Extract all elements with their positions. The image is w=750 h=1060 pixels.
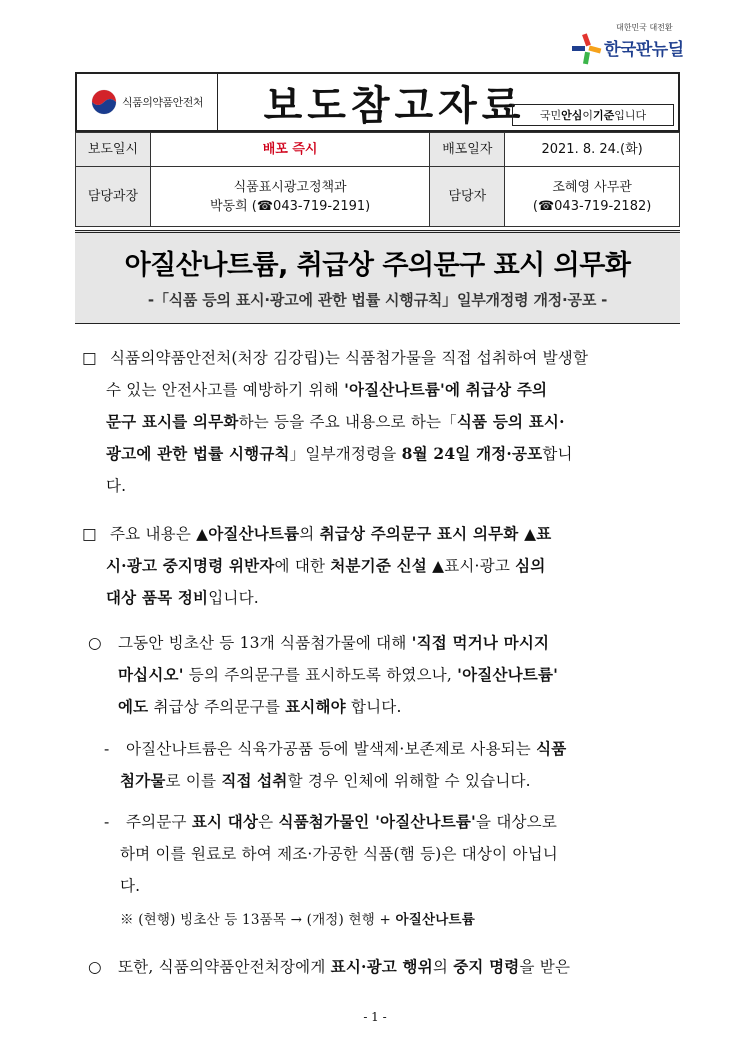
text-line <box>106 582 682 614</box>
reference-note <box>120 904 680 936</box>
text-emphasis: '직접 먹거나 마시지 <box>411 633 550 652</box>
page-number: - 1 - <box>363 1010 387 1024</box>
paragraph-warning-label <box>88 627 682 723</box>
text-line <box>106 406 682 438</box>
logo-name: 한국판뉴딜 <box>604 40 684 60</box>
paragraph-intro <box>82 342 682 502</box>
text-run: 주요 내용은 <box>110 525 197 543</box>
text-emphasis: 표시·광고 행위 <box>330 957 433 976</box>
table-row <box>76 167 680 227</box>
text-line <box>106 438 682 470</box>
distribution-date-value: 2021. 8. 24.(화) <box>505 133 680 167</box>
document-type-title: 보도참고자료 <box>263 81 526 129</box>
text-emphasis: 취급상 주의문구 표시 의무화 ▲표 <box>319 524 552 543</box>
dash-bullet: - <box>104 740 110 758</box>
distribution-date-label: 배포일자 <box>430 133 505 167</box>
headline: 아질산나트륨, 취급상 주의문구 표시 의무화 <box>124 250 631 281</box>
text-line <box>118 627 682 659</box>
paragraph-suspension-order <box>88 951 682 983</box>
dept-head-cell <box>150 167 430 227</box>
text-emphasis: 에도 <box>118 697 149 716</box>
text-run: ▲표시·광고 <box>426 557 516 575</box>
text-run: 에 대한 <box>274 557 331 575</box>
text-line: 식품의약품안전처(처장 김강립)는 식품첨가물을 직접 섭취하여 발생할 <box>110 349 589 367</box>
press-header <box>75 72 680 132</box>
text-line <box>118 691 682 723</box>
new-deal-emblem-icon <box>570 32 604 66</box>
release-label: 보도일시 <box>76 133 151 167</box>
slogan-text: 이 <box>582 109 593 122</box>
contact-cell <box>505 167 680 227</box>
text-line <box>118 951 682 983</box>
text-run: 합니다. <box>345 698 402 716</box>
text-emphasis: '아질산나트륨'에 취급상 주의 <box>344 380 548 399</box>
text-emphasis: 아질산나트륨 <box>395 912 475 928</box>
slogan-text: 입니다 <box>614 109 647 122</box>
text-emphasis: 문구 표시를 의무화 <box>106 412 239 431</box>
text-run: 할 경우 인체에 위해할 수 있습니다. <box>287 772 531 790</box>
text-emphasis: 식품 등의 표시· <box>456 412 565 431</box>
slogan-text: 국민 <box>539 109 562 122</box>
slogan-emphasis: 안심 <box>561 109 583 122</box>
text-run: 」일부개정령을 <box>289 445 402 463</box>
text-run: 로 이를 <box>165 772 222 790</box>
circle-bullet: ○ <box>88 634 102 652</box>
text-run: 하는 등을 주요 내용으로 하는「 <box>238 413 457 431</box>
new-deal-logo <box>570 22 690 66</box>
dept-head-contact: 박동희 (☎043-719-2191) <box>209 198 371 214</box>
government-emblem-icon <box>91 89 117 115</box>
text-emphasis: 8월 24일 개정·공포 <box>401 444 543 463</box>
text-line <box>106 550 682 582</box>
paragraph-main-points <box>82 518 682 614</box>
release-value: 배포 즉시 <box>150 133 430 167</box>
slogan-emphasis: 기준 <box>593 109 615 122</box>
dash-bullet: - <box>104 813 110 831</box>
dept-name: 식품표시광고정책과 <box>233 179 347 195</box>
text-line <box>118 659 682 691</box>
agency-name: 식품의약품안전처 <box>121 96 203 109</box>
text-run: 은 <box>258 813 279 831</box>
text-emphasis: 광고에 관한 법률 시행규칙 <box>106 444 290 463</box>
title-band <box>75 230 680 324</box>
slogan-box <box>512 104 674 126</box>
text-emphasis: '아질산나트륨' <box>457 665 559 684</box>
contact-name: 조혜영 사무관 <box>552 179 632 195</box>
text-line: 다. <box>106 477 127 495</box>
dept-head-label: 담당과장 <box>76 167 151 227</box>
text-emphasis: 처분기준 신설 <box>330 556 427 575</box>
text-emphasis: 직접 섭취 <box>221 771 288 790</box>
release-info-table <box>75 132 680 227</box>
agency-block <box>77 74 218 130</box>
text-emphasis: 식품첨가물인 '아질산나트륨' <box>278 812 477 831</box>
text-run: 주의문구 <box>126 813 192 831</box>
text-emphasis: 심의 <box>515 556 546 575</box>
text-run: 합니 <box>542 445 573 463</box>
text-run: 수 있는 안전사고를 예방하기 위해 <box>106 381 345 399</box>
text-emphasis: ▲아질산나트륨 <box>196 524 300 543</box>
text-line <box>110 518 682 550</box>
contact-label: 담당자 <box>430 167 505 227</box>
text-run: 을 받은 <box>519 958 571 976</box>
text-emphasis: 시·광고 중지명령 위반자 <box>106 556 275 575</box>
text-run: 의 <box>299 525 320 543</box>
text-run: 의 <box>432 958 454 976</box>
text-line: 하며 이를 원료로 하여 제조·가공한 식품(햄 등)은 대상이 아닙니 <box>120 845 558 863</box>
table-row <box>76 133 680 167</box>
text-run: ※ (현행) 빙초산 등 13품목 → (개정) 현행 + <box>120 912 396 928</box>
text-line <box>120 904 680 936</box>
text-line <box>126 733 682 765</box>
circle-bullet: ○ <box>88 958 102 976</box>
subheadline: -「식품 등의 표시·광고에 관한 법률 시행규칙」일부개정령 개정·공포 - <box>147 291 608 309</box>
text-line <box>126 806 682 838</box>
text-run: 등의 주의문구를 표시하도록 하였으나, <box>183 666 458 684</box>
text-run: 을 대상으로 <box>476 813 558 831</box>
text-run: 그동안 빙초산 등 13개 식품첨가물에 대해 <box>118 634 412 652</box>
text-emphasis: 첨가물 <box>120 771 166 790</box>
text-line <box>120 765 682 797</box>
paragraph-label-target <box>104 806 682 902</box>
square-bullet: □ <box>82 525 97 543</box>
text-emphasis: 대상 품목 정비 <box>106 588 209 607</box>
text-run: 취급상 주의문구를 <box>148 698 286 716</box>
square-bullet: □ <box>82 349 97 367</box>
paragraph-sodium-nitrite <box>104 733 682 797</box>
text-line <box>106 374 682 406</box>
text-run: 아질산나트륨은 식육가공품 등에 발색제·보존제로 사용되는 <box>126 740 537 758</box>
text-emphasis: 식품 <box>536 739 567 758</box>
text-emphasis: 표시 대상 <box>191 812 259 831</box>
logo-tagline: 대한민국 대전환 <box>616 23 673 32</box>
text-emphasis: 마십시오' <box>118 665 184 684</box>
text-run: 입니다. <box>208 589 259 607</box>
text-emphasis: 중지 명령 <box>453 957 520 976</box>
text-emphasis: 표시해야 <box>285 697 346 716</box>
contact-phone: (☎043-719-2182) <box>532 198 652 214</box>
text-line: 다. <box>120 877 141 895</box>
text-run: 또한, 식품의약품안전처장에게 <box>118 958 331 976</box>
